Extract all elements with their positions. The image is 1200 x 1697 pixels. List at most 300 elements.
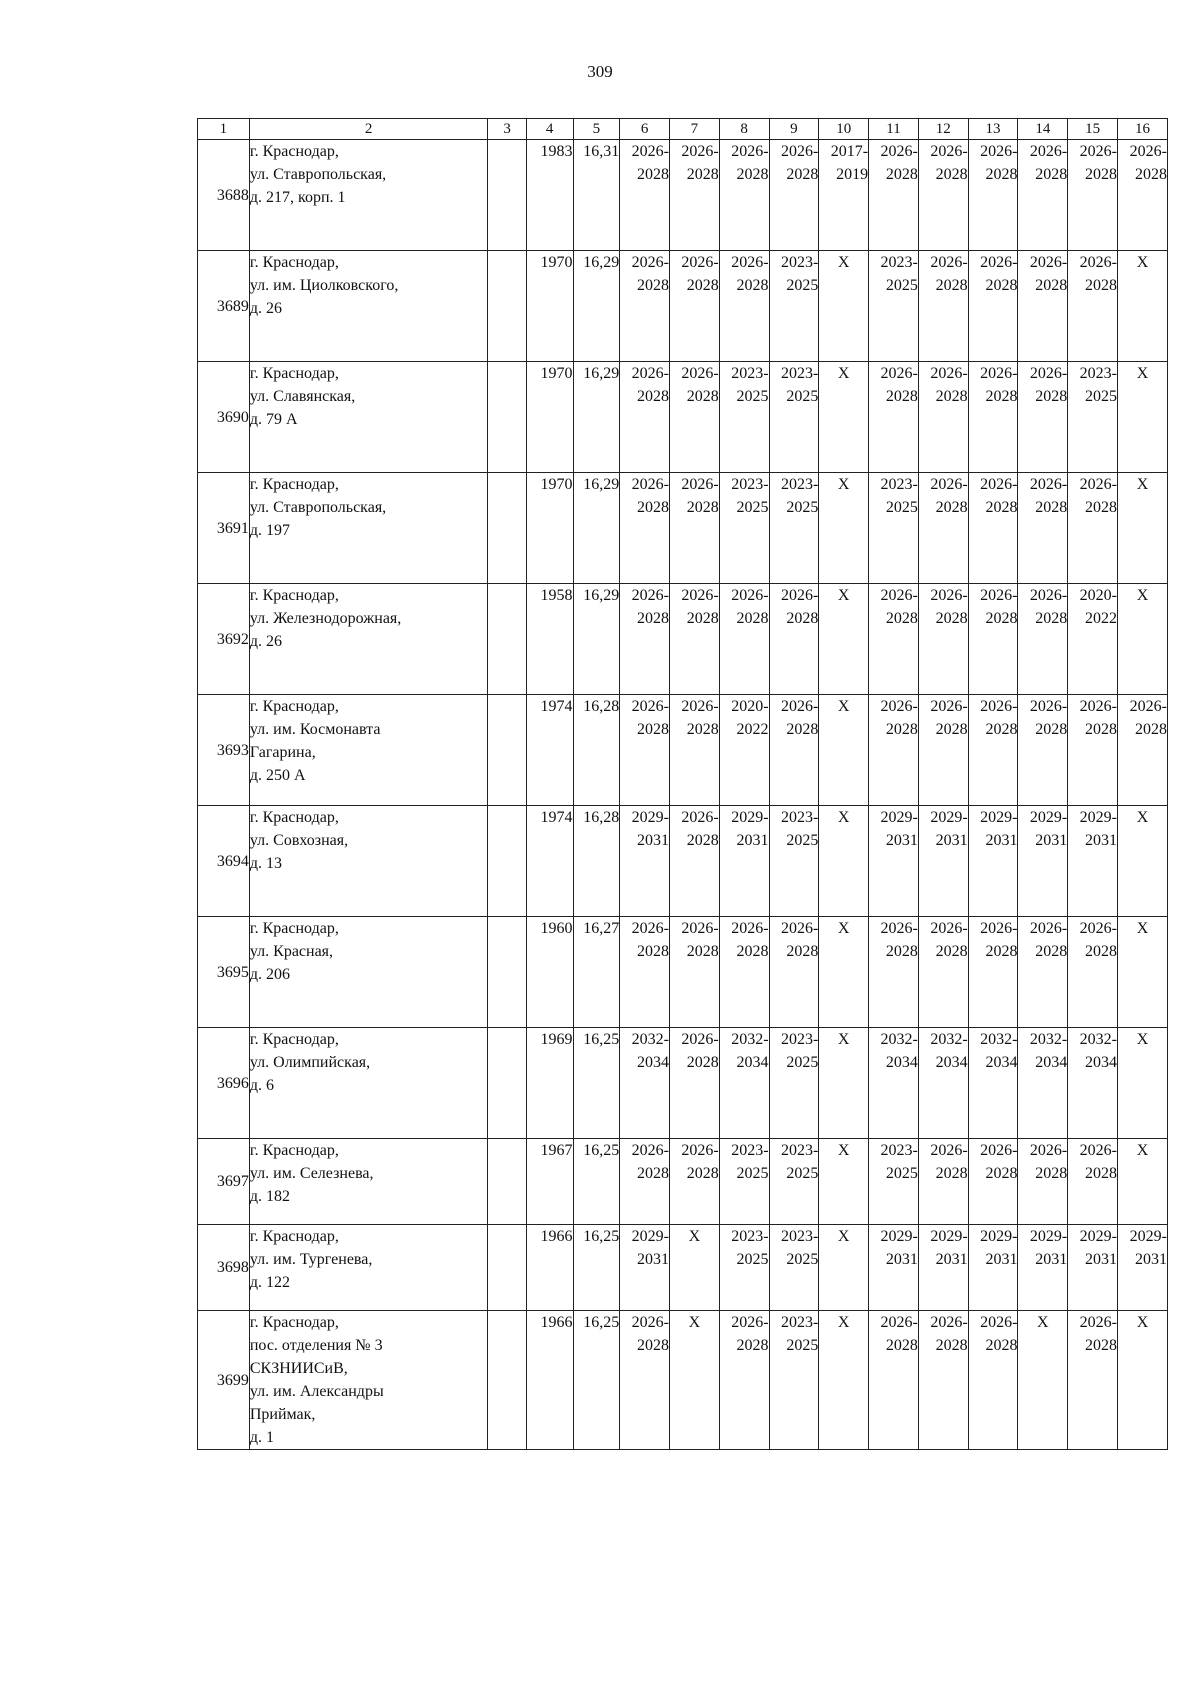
period-cell: [620, 1225, 670, 1311]
cell-line: 2025: [786, 1337, 819, 1354]
period-cell: X: [1118, 473, 1168, 584]
header-row: [198, 119, 1168, 140]
cell-line: 2023-: [780, 1142, 819, 1159]
cell-line: 2026-: [980, 1142, 1018, 1159]
cell-line: 2034: [935, 1054, 968, 1071]
cell-line: 2034: [736, 1054, 769, 1071]
period-cell: [918, 1311, 968, 1450]
period-cell: [669, 140, 719, 251]
period-cell: [968, 584, 1018, 695]
cell-line: 2028: [686, 166, 719, 183]
address-cell: [249, 917, 488, 1028]
cell-line: 2026-: [631, 476, 669, 493]
cell-line: 2025: [885, 277, 918, 294]
cell-line: д. 250 А: [249, 767, 306, 784]
cell-line: д. 79 А: [249, 411, 298, 428]
period-cell: [719, 584, 769, 695]
cell-line: ул. им. Александры: [249, 1383, 384, 1400]
cell-line: 2026-: [930, 365, 968, 382]
period-cell: [669, 251, 719, 362]
header-cell: 2: [249, 119, 488, 140]
year-cell: 1970: [526, 251, 573, 362]
cell-line: 2026-: [681, 476, 719, 493]
cell-line: 2029-: [930, 1228, 968, 1245]
period-cell: [1068, 251, 1118, 362]
period-cell: [719, 140, 769, 251]
cell-line: 2029-: [1129, 1228, 1167, 1245]
period-cell: [1068, 473, 1118, 584]
row-number-cell: 3692: [198, 584, 250, 695]
cell-line: 2028: [885, 1337, 918, 1354]
cell-line: ул. им. Селезнева,: [249, 1165, 374, 1182]
cell-line: 2028: [985, 1337, 1018, 1354]
period-cell: [719, 1311, 769, 1450]
cell-line: 2028: [935, 388, 968, 405]
cell-line: 2026-: [681, 698, 719, 715]
row-number-cell: 3691: [198, 473, 250, 584]
cell-line: 2017-: [830, 143, 869, 160]
column-3-cell: [488, 1139, 526, 1225]
cell-line: 2023-: [780, 365, 819, 382]
cell-line: 2028: [636, 610, 669, 627]
cell-line: 2026-: [980, 254, 1018, 271]
cell-line: 2028: [736, 610, 769, 627]
period-cell: X: [819, 1028, 869, 1139]
address-cell: [249, 1311, 488, 1450]
cell-line: 2025: [786, 1251, 819, 1268]
cell-line: 2028: [636, 277, 669, 294]
cell-line: 2028: [1085, 721, 1117, 738]
period-cell: [968, 362, 1018, 473]
header-cell: 3: [488, 119, 526, 140]
cell-line: 2028: [1035, 277, 1068, 294]
period-cell: [1068, 362, 1118, 473]
cell-line: г. Краснодар,: [249, 143, 339, 160]
period-cell: [968, 806, 1018, 917]
cell-line: 2029-: [1029, 809, 1068, 826]
cell-line: 2026-: [880, 698, 918, 715]
header-cell: 8: [719, 119, 769, 140]
address-cell: [249, 806, 488, 917]
cell-line: 2028: [935, 1165, 968, 1182]
period-cell: [968, 140, 1018, 251]
cell-line: 2028: [985, 610, 1018, 627]
cell-line: 2028: [786, 943, 819, 960]
cell-line: 2034: [1035, 1054, 1068, 1071]
cell-line: 2028: [935, 166, 968, 183]
cell-line: 2032-: [930, 1031, 968, 1048]
cell-line: 2026-: [1079, 476, 1117, 493]
cell-line: 2026-: [780, 698, 819, 715]
cell-line: 2028: [1035, 388, 1068, 405]
cell-line: 2026-: [731, 254, 769, 271]
cell-line: 2022: [736, 721, 769, 738]
period-cell: [1018, 362, 1068, 473]
cell-line: 2031: [736, 832, 769, 849]
cell-line: г. Краснодар,: [249, 476, 339, 493]
cell-line: 2028: [1085, 943, 1117, 960]
period-cell: X: [819, 1225, 869, 1311]
cell-line: 2026-: [631, 1142, 669, 1159]
column-3-cell: [488, 251, 526, 362]
cell-line: 2029-: [1079, 809, 1117, 826]
year-cell: 1960: [526, 917, 573, 1028]
cell-line: 2028: [985, 277, 1018, 294]
cell-line: 2026-: [631, 587, 669, 604]
period-cell: [1018, 140, 1068, 251]
period-cell: [1068, 1139, 1118, 1225]
header-cell: 4: [526, 119, 573, 140]
column-number-header: [198, 119, 1168, 140]
cell-line: 2026-: [880, 143, 918, 160]
cell-line: 2026-: [780, 143, 819, 160]
period-cell: X: [1118, 584, 1168, 695]
cell-line: 2026-: [1029, 698, 1068, 715]
cell-line: 2026-: [1029, 587, 1068, 604]
period-cell: [918, 917, 968, 1028]
cell-line: 2028: [1085, 499, 1117, 516]
cell-line: 2029-: [930, 809, 968, 826]
period-cell: [1118, 695, 1168, 806]
cell-line: 2023-: [731, 1228, 769, 1245]
column-3-cell: [488, 362, 526, 473]
period-cell: [620, 251, 670, 362]
cell-line: 2026-: [681, 920, 719, 937]
period-cell: X: [1118, 251, 1168, 362]
cell-line: 2026-: [980, 920, 1018, 937]
period-cell: [968, 251, 1018, 362]
cell-line: 2028: [1035, 610, 1068, 627]
row-number-cell: 3697: [198, 1139, 250, 1225]
year-cell: 1967: [526, 1139, 573, 1225]
cell-line: 2028: [686, 499, 719, 516]
period-cell: X: [819, 1311, 869, 1450]
period-cell: [620, 140, 670, 251]
cell-line: 2025: [786, 832, 819, 849]
cell-line: 2032-: [980, 1031, 1018, 1048]
cell-line: 2023-: [780, 809, 819, 826]
cell-line: 2028: [885, 388, 918, 405]
cell-line: 2028: [686, 1165, 719, 1182]
cell-line: 2025: [885, 1165, 918, 1182]
column-3-cell: [488, 584, 526, 695]
cell-line: 2028: [1135, 721, 1167, 738]
cell-line: 2028: [1035, 943, 1068, 960]
period-cell: [869, 695, 919, 806]
period-cell: [1068, 806, 1118, 917]
period-cell: [968, 695, 1018, 806]
period-cell: [719, 806, 769, 917]
cell-line: 2026-: [1079, 254, 1117, 271]
period-cell: [918, 1139, 968, 1225]
period-cell: [1068, 584, 1118, 695]
header-cell: 5: [573, 119, 620, 140]
cell-line: ул. Ставропольская,: [249, 499, 387, 516]
period-cell: [1068, 1225, 1118, 1311]
cell-line: 2028: [736, 1337, 769, 1354]
cell-line: 2029-: [1079, 1228, 1117, 1245]
cell-line: 2026-: [1029, 920, 1068, 937]
cell-line: 2028: [1035, 166, 1068, 183]
cell-line: 2025: [736, 1251, 769, 1268]
cell-line: г. Краснодар,: [249, 254, 339, 271]
cell-line: 2028: [686, 1054, 719, 1071]
page-number: 309: [587, 62, 613, 81]
cell-line: 2026-: [681, 1031, 719, 1048]
cell-line: 2028: [786, 721, 819, 738]
cell-line: 2025: [786, 1165, 819, 1182]
fee-cell: 16,28: [573, 806, 620, 917]
cell-line: 2028: [686, 943, 719, 960]
table-row: [198, 1139, 1168, 1225]
table-row: [198, 806, 1168, 917]
period-cell: [719, 251, 769, 362]
cell-line: г. Краснодар,: [249, 1314, 339, 1331]
cell-line: 2028: [1085, 277, 1117, 294]
period-cell: [869, 584, 919, 695]
cell-line: г. Краснодар,: [249, 587, 339, 604]
period-cell: [968, 1139, 1018, 1225]
cell-line: д. 122: [249, 1274, 290, 1291]
cell-line: ул. им. Космонавта: [249, 721, 381, 738]
period-cell: X: [669, 1225, 719, 1311]
cell-line: 2026-: [930, 476, 968, 493]
period-cell: [719, 1139, 769, 1225]
cell-line: 2028: [786, 610, 819, 627]
cell-line: 2031: [985, 832, 1018, 849]
cell-line: 2032-: [880, 1031, 918, 1048]
cell-line: 2023-: [780, 1228, 819, 1245]
cell-line: 2029-: [631, 809, 669, 826]
cell-line: СКЗНИИСиВ,: [249, 1360, 348, 1377]
table-body: [198, 140, 1168, 1450]
period-cell: [918, 806, 968, 917]
fee-cell: 16,29: [573, 473, 620, 584]
cell-line: 2031: [1085, 1251, 1117, 1268]
period-cell: [869, 917, 919, 1028]
column-3-cell: [488, 806, 526, 917]
cell-line: 2020-: [731, 698, 769, 715]
cell-line: 2028: [885, 721, 918, 738]
cell-line: 2028: [985, 1165, 1018, 1182]
period-cell: [769, 695, 819, 806]
cell-line: 2029-: [731, 809, 769, 826]
period-cell: [968, 473, 1018, 584]
header-cell: 1: [198, 119, 250, 140]
year-cell: 1983: [526, 140, 573, 251]
period-cell: [1068, 1028, 1118, 1139]
cell-line: 2026-: [780, 587, 819, 604]
cell-line: 2023-: [780, 254, 819, 271]
cell-line: 2034: [1085, 1054, 1117, 1071]
cell-line: 2025: [736, 499, 769, 516]
period-cell: [918, 473, 968, 584]
cell-line: д. 1: [249, 1429, 274, 1446]
cell-line: 2026-: [980, 365, 1018, 382]
period-cell: [869, 140, 919, 251]
period-cell: [620, 1311, 670, 1450]
fee-cell: 16,25: [573, 1311, 620, 1450]
header-cell: 12: [918, 119, 968, 140]
cell-line: 2019: [836, 166, 869, 183]
period-cell: [869, 362, 919, 473]
period-cell: [1018, 251, 1068, 362]
cell-line: 2029-: [880, 809, 918, 826]
cell-line: 2028: [935, 1337, 968, 1354]
cell-line: 2026-: [631, 365, 669, 382]
cell-line: 2023-: [880, 1142, 918, 1159]
cell-line: 2028: [1085, 1337, 1117, 1354]
period-cell: X: [1118, 1028, 1168, 1139]
period-cell: [620, 695, 670, 806]
row-number-cell: 3694: [198, 806, 250, 917]
year-cell: 1958: [526, 584, 573, 695]
cell-line: 2028: [1085, 1165, 1117, 1182]
period-cell: [869, 473, 919, 584]
period-cell: [620, 1028, 670, 1139]
cell-line: д. 26: [249, 300, 282, 317]
header-cell: 6: [620, 119, 670, 140]
period-cell: [769, 140, 819, 251]
cell-line: 2028: [985, 721, 1018, 738]
table-row: [198, 695, 1168, 806]
period-cell: X: [1118, 1139, 1168, 1225]
fee-cell: 16,31: [573, 140, 620, 251]
period-cell: X: [669, 1311, 719, 1450]
period-cell: X: [819, 251, 869, 362]
cell-line: 2028: [686, 610, 719, 627]
period-cell: [869, 251, 919, 362]
year-cell: 1974: [526, 806, 573, 917]
period-cell: X: [1118, 362, 1168, 473]
cell-line: 2028: [636, 1165, 669, 1182]
cell-line: 2028: [636, 166, 669, 183]
period-cell: [819, 140, 869, 251]
table-row: [198, 584, 1168, 695]
period-cell: [620, 1139, 670, 1225]
cell-line: 2025: [786, 499, 819, 516]
cell-line: 2031: [1135, 1251, 1167, 1268]
cell-line: 2031: [636, 1251, 669, 1268]
cell-line: 2020-: [1079, 587, 1117, 604]
column-3-cell: [488, 1225, 526, 1311]
cell-line: 2028: [686, 832, 719, 849]
period-cell: [620, 473, 670, 584]
cell-line: 2026-: [930, 698, 968, 715]
row-number-cell: 3690: [198, 362, 250, 473]
address-cell: [249, 140, 488, 251]
cell-line: 2025: [786, 277, 819, 294]
cell-line: 2028: [736, 943, 769, 960]
cell-line: 2026-: [980, 698, 1018, 715]
cell-line: 2031: [935, 832, 968, 849]
cell-line: 2028: [985, 499, 1018, 516]
period-cell: [869, 1225, 919, 1311]
period-cell: [1118, 140, 1168, 251]
column-3-cell: [488, 1028, 526, 1139]
cell-line: 2026-: [1029, 254, 1068, 271]
cell-line: 2028: [686, 388, 719, 405]
cell-line: 2028: [1135, 166, 1167, 183]
period-cell: [918, 362, 968, 473]
period-cell: [669, 473, 719, 584]
period-cell: [669, 362, 719, 473]
fee-cell: 16,28: [573, 695, 620, 806]
cell-line: 2028: [885, 610, 918, 627]
period-cell: [869, 1311, 919, 1450]
cell-line: 2026-: [930, 254, 968, 271]
cell-line: 2026-: [980, 1314, 1018, 1331]
cell-line: 2025: [885, 499, 918, 516]
period-cell: [620, 806, 670, 917]
cell-line: 2028: [985, 166, 1018, 183]
fee-cell: 16,25: [573, 1028, 620, 1139]
row-number-cell: 3698: [198, 1225, 250, 1311]
cell-line: 2023-: [880, 476, 918, 493]
cell-line: 2026-: [681, 254, 719, 271]
cell-line: 2028: [686, 721, 719, 738]
period-cell: [968, 1028, 1018, 1139]
cell-line: г. Краснодар,: [249, 1228, 339, 1245]
cell-line: 2023-: [880, 254, 918, 271]
header-cell: 10: [819, 119, 869, 140]
cell-line: 2026-: [681, 587, 719, 604]
cell-line: 2031: [885, 1251, 918, 1268]
cell-line: 2026-: [681, 143, 719, 160]
cell-line: 2026-: [1079, 1142, 1117, 1159]
cell-line: 2025: [736, 388, 769, 405]
period-cell: [769, 362, 819, 473]
period-cell: [1018, 473, 1068, 584]
cell-line: 2028: [636, 721, 669, 738]
period-cell: [1068, 140, 1118, 251]
table-row: [198, 1225, 1168, 1311]
cell-line: 2026-: [880, 587, 918, 604]
cell-line: г. Краснодар,: [249, 365, 339, 382]
table-row: [198, 1311, 1168, 1450]
period-cell: [1018, 1028, 1068, 1139]
period-cell: X: [1018, 1311, 1068, 1450]
cell-line: 2023-: [731, 365, 769, 382]
row-number-cell: 3688: [198, 140, 250, 251]
period-cell: [769, 917, 819, 1028]
cell-line: 2029-: [1029, 1228, 1068, 1245]
period-cell: [918, 251, 968, 362]
row-number-cell: 3699: [198, 1311, 250, 1450]
period-cell: [1018, 584, 1068, 695]
period-cell: [620, 584, 670, 695]
cell-line: ул. Красная,: [249, 943, 334, 960]
cell-line: 2026-: [980, 143, 1018, 160]
table-row: [198, 140, 1168, 251]
cell-line: 2031: [1035, 832, 1068, 849]
cell-line: ул. Олимпийская,: [249, 1054, 371, 1071]
cell-line: 2028: [935, 943, 968, 960]
year-cell: 1966: [526, 1225, 573, 1311]
cell-line: 2026-: [1079, 1314, 1117, 1331]
period-cell: [669, 1139, 719, 1225]
cell-line: 2023-: [731, 476, 769, 493]
period-cell: [719, 917, 769, 1028]
row-number-cell: 3689: [198, 251, 250, 362]
address-cell: [249, 1225, 488, 1311]
cell-line: 2028: [1085, 166, 1117, 183]
cell-line: 2026-: [980, 476, 1018, 493]
cell-line: 2025: [1085, 388, 1117, 405]
cell-line: 2028: [985, 943, 1018, 960]
period-cell: [869, 1139, 919, 1225]
cell-line: г. Краснодар,: [249, 809, 339, 826]
